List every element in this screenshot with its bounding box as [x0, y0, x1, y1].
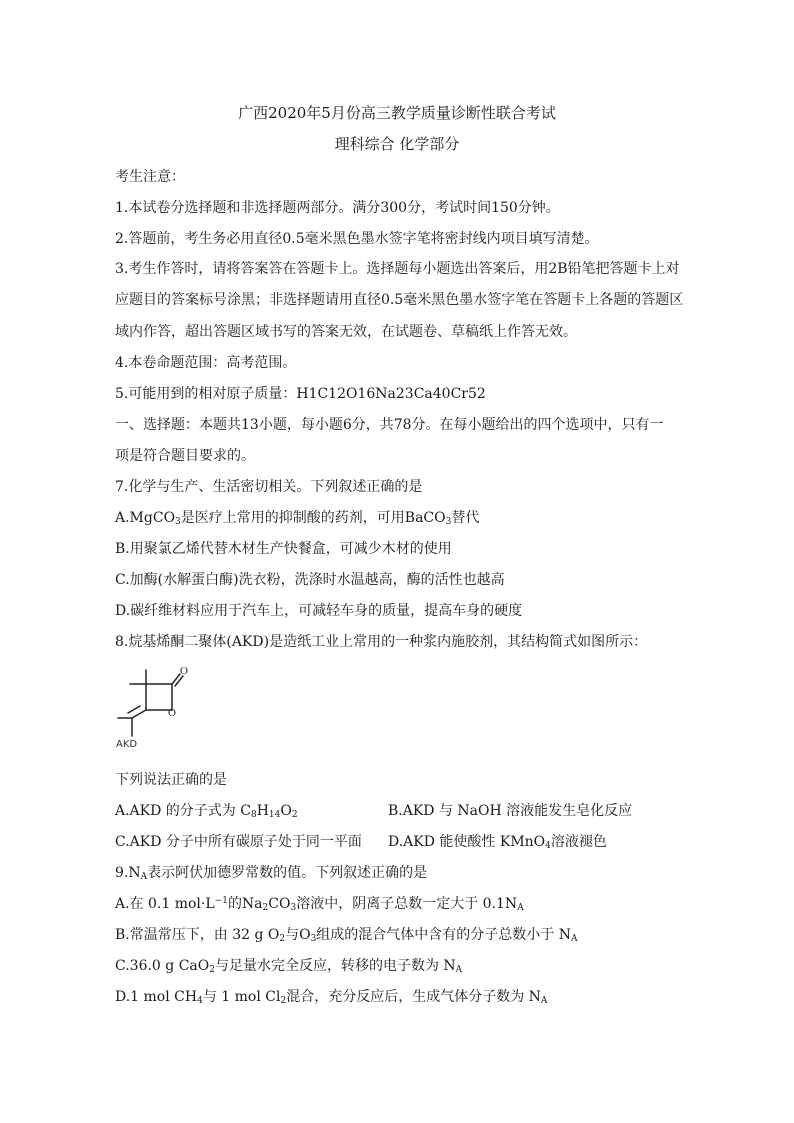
notice-item: 1.本试卷分选择题和非选择题两部分。满分300分，考试时间150分钟。: [115, 200, 560, 216]
notice-heading: 考生注意：: [115, 169, 185, 185]
page-title: 广西2020年5月份高三教学质量诊断性联合考试: [238, 104, 556, 122]
notice-item: 域内作答，超出答题区域书写的答案无效，在试题卷、草稿纸上作答无效。: [115, 324, 577, 340]
section-heading: 一、选择题：本题共13小题，每小题6分，共78分。在每小题给出的四个选项中，只有一: [115, 417, 664, 433]
notice-item: 3.考生作答时，请将答案答在答题卡上。选择题每小题选出答案后，用2B铅笔把答题卡上对: [115, 261, 680, 277]
question-9-option-a: A.在 0.1 $mol\cdot L^{-1}$的$Na_2CO_3$溶液中，阴离子总数一定大于 $0.1N_A$: [115, 896, 524, 913]
question-7-stem: 7.化学与生产、生活密切相关。下列叙述正确的是: [115, 479, 423, 495]
notice-item: 2.答题前，考生务必用直径0.5毫米黑色墨水签字笔将密封线内项目填写清楚。: [115, 231, 599, 247]
question-9-stem: $9.N_A$表示阿伏加德罗常数的值。下列叙述正确的是: [115, 865, 428, 882]
question-7-option-c: C.加酶(水解蛋白酶)洗衣粉，洗涤时水温越高，酶的活性也越高: [115, 572, 505, 588]
question-7-option-d: D.碳纤维材料应用于汽车上，可减轻车身的质量，提高车身的硬度: [115, 603, 523, 619]
svg-text:O: O: [168, 707, 176, 719]
section-heading-cont: 项是符合题目要求的。: [115, 448, 255, 464]
question-8-option-b: B.AKD 与 NaOH 溶液能发生皂化反应: [388, 803, 633, 819]
question-7-option-b: B.用聚氯乙烯代替木材生产快餐盒，可减少木材的使用: [115, 541, 452, 557]
question-8-option-c: C.AKD 分子中所有碳原子处于同一平面: [115, 834, 362, 850]
question-8-option-d: D.AKD 能使酸性 KMnO$_4$溶液褪色: [388, 834, 607, 851]
question-9-option-c: C.36.0 g CaO$_2$与足量水完全反应，转移的电子数为 $N_A$: [115, 958, 463, 975]
notice-item: 4.本卷命题范围：高考范围。: [115, 355, 297, 371]
question-8-stem: 8.烷基烯酮二聚体(AKD)是造纸工业上常用的一种浆内施胶剂，其结构简式如图所示：: [115, 634, 648, 650]
svg-text:O: O: [180, 666, 188, 677]
akd-structure-label: AKD: [116, 739, 138, 750]
page-subtitle: 理科综合 化学部分: [334, 135, 460, 153]
question-9-option-d: D.1 mol $CH_4$与 1 mol $Cl_2$混合，充分反应后，生成气体分子数为 $N_A$: [115, 989, 548, 1006]
question-8-option-a: A.AKD 的分子式为 $C_8H_{14}O_2$: [115, 803, 298, 820]
notice-item: 5.可能用到的相对原子质量：H1C12O16Na23Ca40Cr52: [115, 386, 486, 402]
notice-item: 应题目的答案标号涂黑；非选择题请用直径0.5毫米黑色墨水签字笔在答题卡上各题的答题区: [115, 292, 684, 308]
question-8-ask: 下列说法正确的是: [115, 772, 227, 788]
question-9-option-b: B.常温常压下，由 32 g $O_2$与$O_3$组成的混合气体中含有的分子总数小于 $N_A$: [115, 927, 578, 944]
question-7-option-a: A.MgCO$_3$是医疗上常用的抑制酸的药剂，可用BaCO$_3$替代: [115, 510, 480, 527]
